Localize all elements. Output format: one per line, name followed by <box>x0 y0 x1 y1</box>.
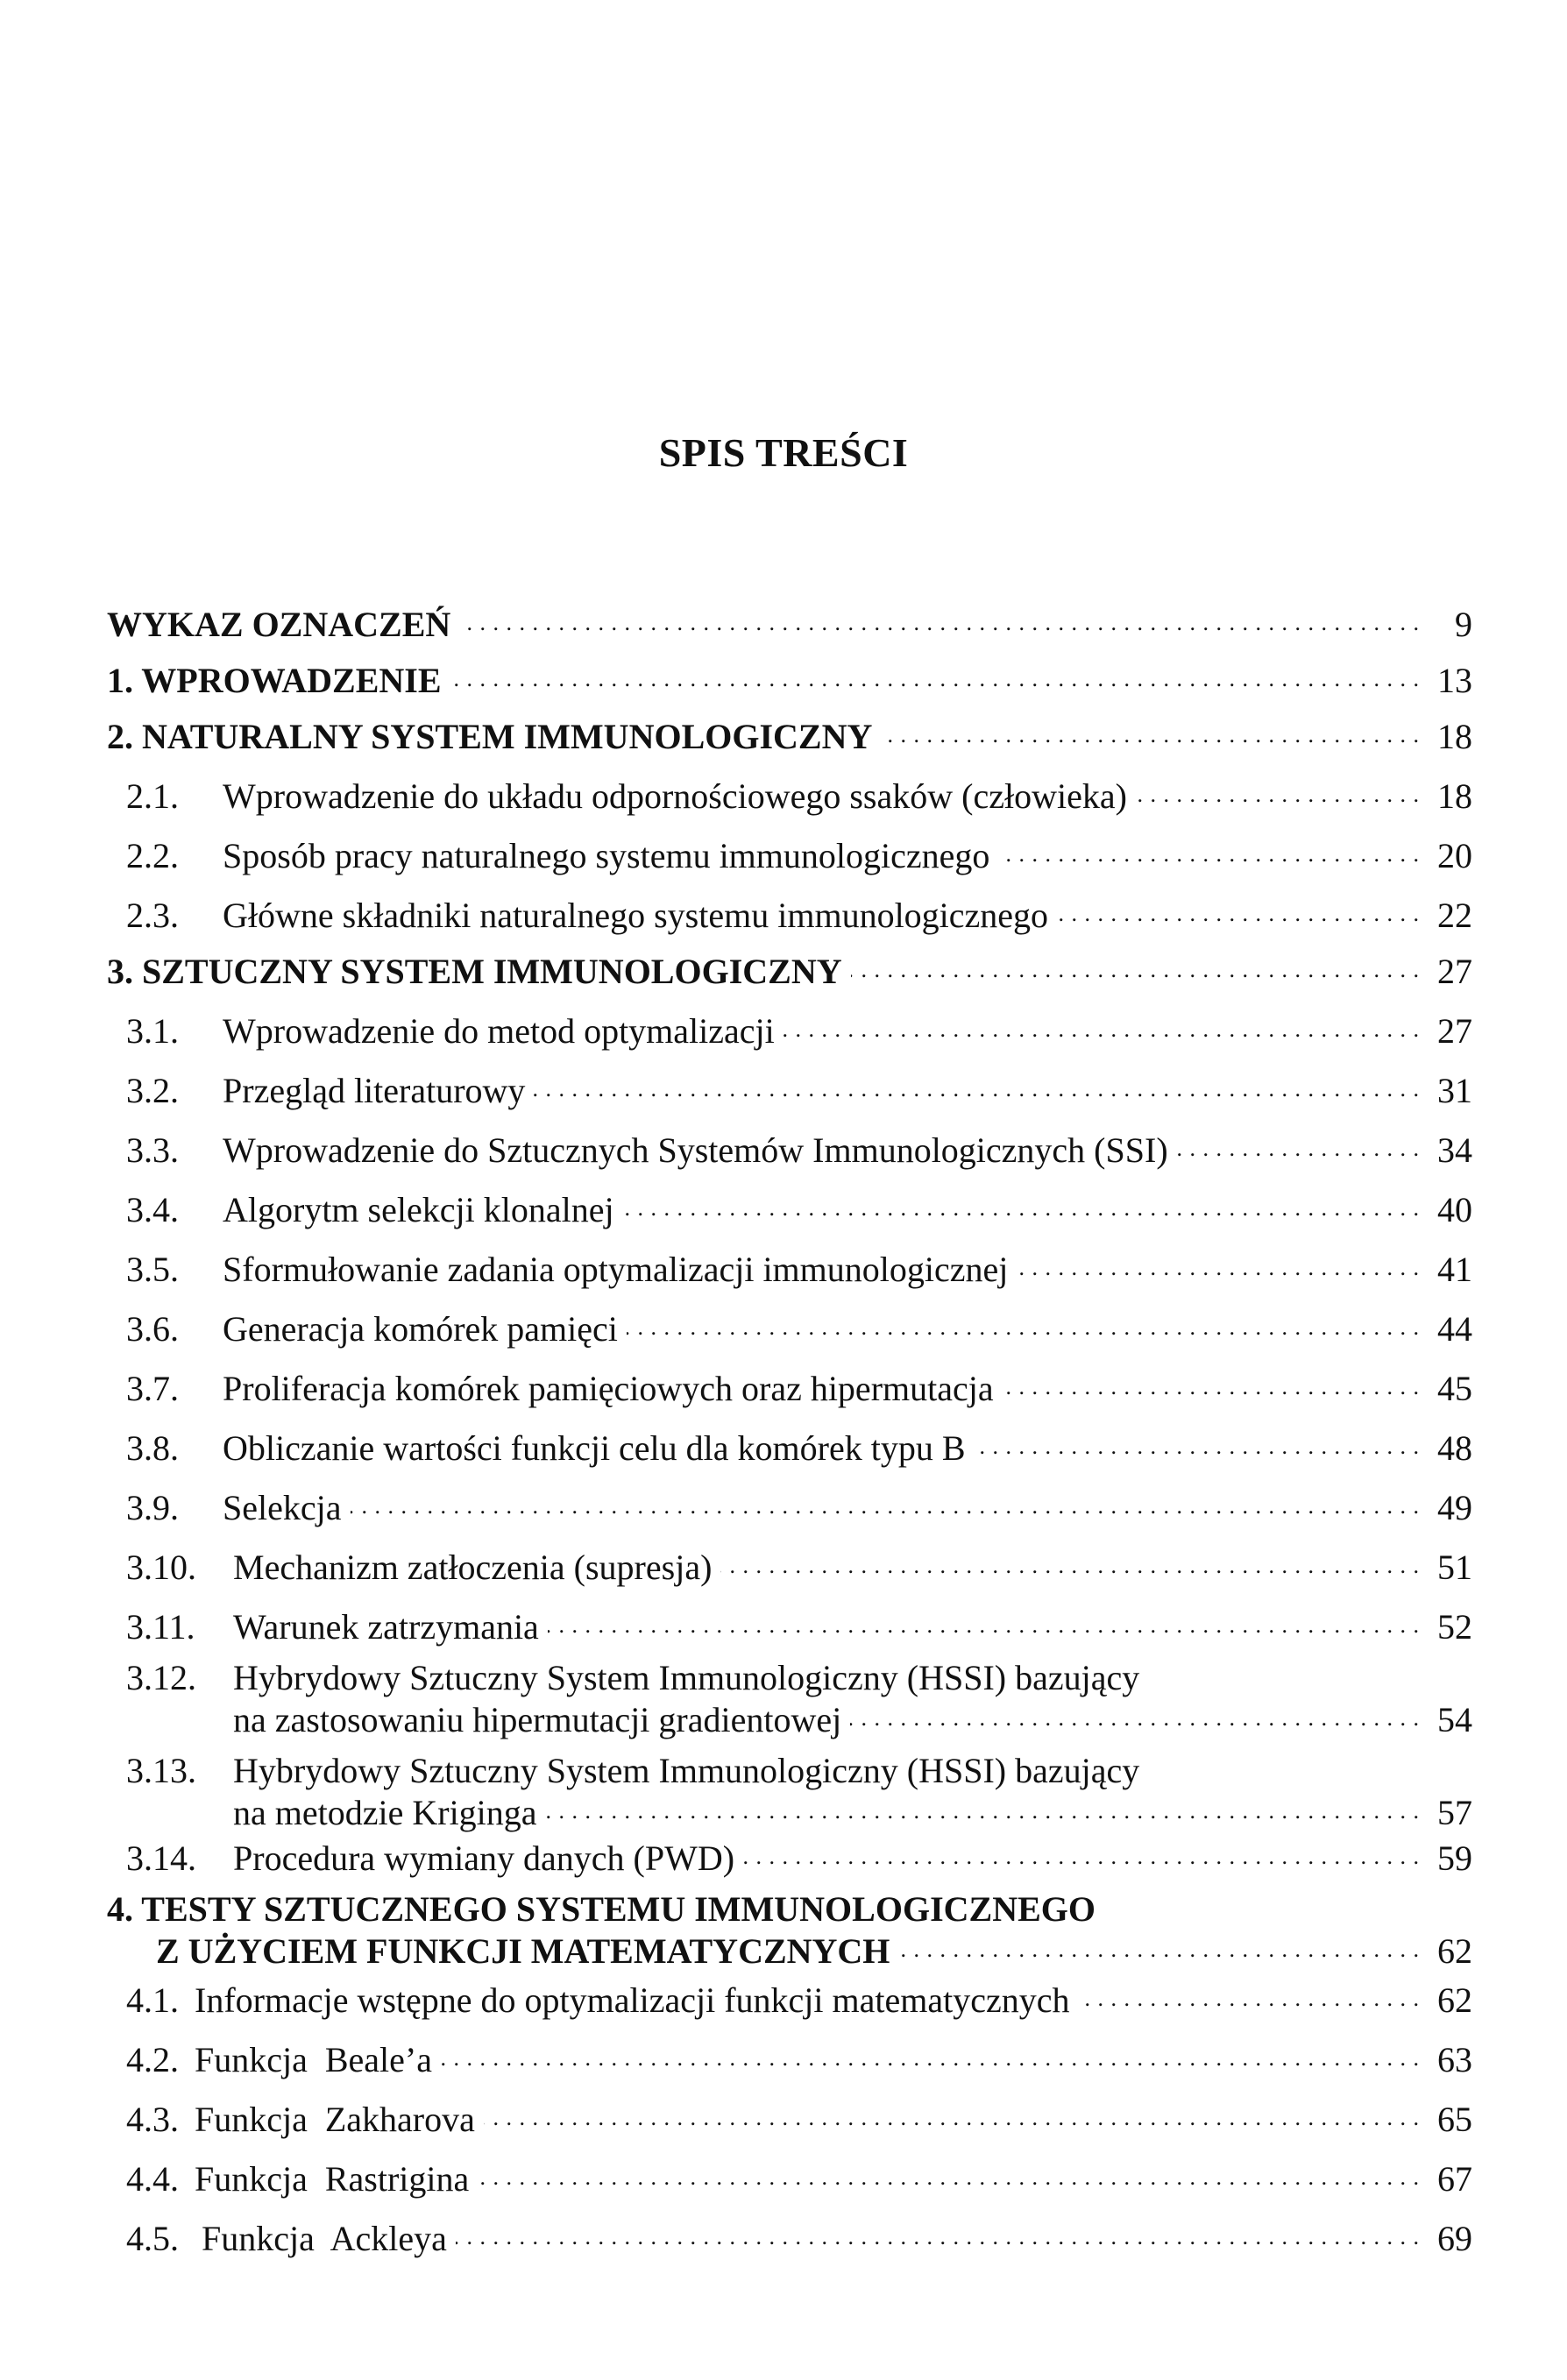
toc-page-number: 13 <box>1437 661 1472 700</box>
toc-entry-title: Wprowadzenie do Sztucznych Systemów Immunologicznych (SSI) <box>223 1130 1168 1170</box>
dot-leader <box>456 2215 1420 2250</box>
toc-entry-number: 3.13. <box>126 1751 196 1790</box>
toc-entry-title: Funkcja Beale’a <box>195 2040 432 2079</box>
toc-page-number: 49 <box>1437 1488 1472 1527</box>
dot-leader <box>1017 1246 1420 1281</box>
toc-entry-title: NATURALNY SYSTEM IMMUNOLOGICZNY <box>142 717 873 756</box>
toc-page-number: 44 <box>1437 1309 1472 1349</box>
toc-entry-3-3[interactable] <box>107 1111 1472 1171</box>
toc-entry-3-13[interactable] <box>107 1740 1472 1833</box>
toc-entry-4-4[interactable] <box>107 2140 1472 2199</box>
dot-leader <box>441 2036 1420 2072</box>
toc-entry-title: Wprowadzenie do układu odpornościowego ssaków (człowieka) <box>223 776 1127 816</box>
toc-entry-number: 3.9. <box>126 1488 179 1527</box>
toc-entry-number: 4.3. <box>126 2100 179 2139</box>
toc-entry-title: Informacje wstępne do optymalizacji funkcji matematycznych <box>195 1980 1070 2020</box>
dot-leader <box>850 1696 1420 1732</box>
toc-entry-3-7[interactable] <box>107 1349 1472 1409</box>
toc-entry-number: 3.3. <box>126 1130 179 1170</box>
toc-entry-4-3[interactable] <box>107 2080 1472 2140</box>
toc-page-number: 54 <box>1437 1700 1472 1739</box>
toc-entry-number: 4.2. <box>126 2040 179 2079</box>
toc-page-number: 27 <box>1437 1011 1472 1051</box>
toc-entry-3-1[interactable] <box>107 992 1472 1052</box>
toc-entry-number: 3.6. <box>126 1309 179 1349</box>
toc-entry-title: Wprowadzenie do metod optymalizacji <box>223 1011 775 1051</box>
toc-entry-3-14[interactable] <box>107 1833 1472 1879</box>
toc-entry-text: WYKAZ OZNACZEŃ <box>107 605 451 644</box>
toc-page-number: 63 <box>1437 2040 1472 2079</box>
dot-leader <box>459 601 1420 636</box>
toc-page-number: 57 <box>1437 1793 1472 1832</box>
dot-leader <box>881 713 1420 748</box>
toc-entry-title: Generacja komórek pamięci <box>223 1309 618 1349</box>
dot-leader <box>534 1067 1420 1102</box>
toc-entry-4[interactable] <box>107 1879 1472 1972</box>
toc-page-number: 48 <box>1437 1428 1472 1468</box>
toc-entry-number: 3.10. <box>126 1548 196 1587</box>
toc-entry-number: 4.4. <box>126 2159 179 2199</box>
toc-entry-title: Funkcja Rastrigina <box>195 2159 470 2199</box>
toc-page-number: 18 <box>1437 776 1472 816</box>
toc-entry-4-1[interactable] <box>107 1972 1472 2021</box>
dot-leader <box>1079 1977 1421 2012</box>
toc-entry-title: Przegląd literaturowy <box>223 1071 526 1110</box>
toc-entry-3-6[interactable] <box>107 1290 1472 1349</box>
toc-entry-number: 4.5. <box>126 2219 179 2258</box>
toc-entry-number: 2.2. <box>126 836 179 875</box>
toc-entry-title: Sposób pracy naturalnego systemu immunologicznego <box>223 836 990 875</box>
dot-leader <box>975 1425 1420 1460</box>
toc-page-number: 51 <box>1437 1548 1472 1587</box>
toc-entry-title: Algorytm selekcji klonalnej <box>223 1190 614 1229</box>
toc-page-number: 67 <box>1437 2159 1472 2199</box>
dot-leader <box>450 657 1420 692</box>
toc-entry-title-line1: Hybrydowy Sztuczny System Immunologiczny (HSSI) bazujący <box>233 1751 1140 1790</box>
toc-entry-3[interactable] <box>107 936 1472 992</box>
toc-entry-title-line2: na zastosowaniu hipermutacji gradientowej <box>233 1700 842 1739</box>
toc-entry-number: 3.12. <box>126 1658 196 1697</box>
toc-page-number: 22 <box>1437 896 1472 935</box>
toc-page-number: 9 <box>1455 605 1472 644</box>
toc-entry-title-line2: na metodzie Kriginga <box>233 1793 537 1832</box>
dot-leader <box>1003 1365 1420 1400</box>
toc-entry-title: Warunek zatrzymania <box>233 1607 539 1647</box>
toc-page-number: 45 <box>1437 1369 1472 1408</box>
toc-entry-number: 2.3. <box>126 896 179 935</box>
toc-entry-3-8[interactable] <box>107 1409 1472 1469</box>
toc-page-number: 62 <box>1437 1980 1472 2020</box>
toc-entry-number: 1. <box>107 661 133 700</box>
dot-leader <box>720 1544 1420 1579</box>
toc-entry-number: 3.11. <box>126 1607 195 1647</box>
toc-entry-title-line1: TESTY SZTUCZNEGO SYSTEMU IMMUNOLOGICZNEGO <box>141 1889 1095 1929</box>
toc-entry-number: 3.8. <box>126 1428 179 1468</box>
toc-entry-4-2[interactable] <box>107 2021 1472 2080</box>
toc-page-number: 69 <box>1437 2219 1472 2258</box>
toc-entry-4-5[interactable] <box>107 2199 1472 2259</box>
dot-leader <box>784 1008 1420 1043</box>
toc-entry-2-2[interactable] <box>107 817 1472 876</box>
dot-leader <box>1177 1127 1420 1162</box>
dot-leader <box>484 2096 1420 2131</box>
toc-page-number: 18 <box>1437 717 1472 756</box>
toc-entry-title: Funkcja Zakharova <box>195 2100 475 2139</box>
toc-entry-number: 3.14. <box>126 1838 196 1878</box>
toc-page-number: 27 <box>1437 952 1472 991</box>
toc-entry-number: 3. <box>107 952 133 991</box>
toc-entry-title-line1: Hybrydowy Sztuczny System Immunologiczny (HSSI) bazujący <box>233 1658 1140 1697</box>
toc-page-number: 62 <box>1437 1931 1472 1971</box>
toc-entry-title: Główne składniki naturalnego systemu immunologicznego <box>223 896 1049 935</box>
toc-entry-2[interactable] <box>107 701 1472 757</box>
dot-leader <box>898 1928 1420 1963</box>
dot-leader <box>851 948 1420 983</box>
toc-entry-3-5[interactable] <box>107 1230 1472 1290</box>
toc-entry-3-12[interactable] <box>107 1647 1472 1740</box>
toc-entry-text <box>107 716 872 757</box>
dot-leader <box>548 1604 1420 1639</box>
toc-page-number: 20 <box>1437 836 1472 875</box>
toc-entry-number: 2.1. <box>126 776 179 816</box>
toc-entry-number: 4. <box>107 1889 133 1929</box>
toc-entry-text <box>107 660 442 701</box>
toc-entry-title: Selekcja <box>223 1488 342 1527</box>
toc-entry-title: WPROWADZENIE <box>141 661 442 700</box>
dot-leader <box>351 1484 1421 1519</box>
toc-entry-3-9[interactable] <box>107 1469 1472 1528</box>
toc-entry-title: Obliczanie wartości funkcji celu dla komórek typu B <box>223 1428 966 1468</box>
toc-page-number: 41 <box>1437 1250 1472 1289</box>
toc-entry-number: 3.1. <box>126 1011 179 1051</box>
toc-entry-text <box>107 951 842 992</box>
dot-leader <box>546 1789 1420 1824</box>
toc-page-number: 34 <box>1437 1130 1472 1170</box>
toc-entry-number: 3.2. <box>126 1071 179 1110</box>
toc-entry-number: 3.7. <box>126 1369 179 1408</box>
toc-entry-title: Mechanizm zatłoczenia (supresja) <box>233 1548 713 1587</box>
page-title: SPIS TREŚCI <box>658 430 909 475</box>
toc-entry-2-1[interactable] <box>107 757 1472 817</box>
toc-entry-wykaz[interactable] <box>107 589 1472 645</box>
toc-page-number: 52 <box>1437 1607 1472 1647</box>
toc-entry-text <box>107 1888 1095 1930</box>
dot-leader <box>743 1835 1420 1870</box>
toc-page-number: 31 <box>1437 1071 1472 1110</box>
toc-page-number: 40 <box>1437 1190 1472 1229</box>
dot-leader <box>1136 773 1420 808</box>
toc-entry-number: 4.1. <box>126 1980 179 2020</box>
toc-page-number: 59 <box>1437 1838 1472 1878</box>
dot-leader <box>998 832 1420 868</box>
toc-entry-number: 2. <box>107 717 133 756</box>
toc-entry-title: SZTUCZNY SYSTEM IMMUNOLOGICZNY <box>142 952 842 991</box>
dot-leader <box>1057 892 1420 927</box>
toc-entry-number: 3.5. <box>126 1250 179 1289</box>
toc-entry-1[interactable] <box>107 645 1472 701</box>
toc-entry-title: Sformułowanie zadania optymalizacji immunologicznej <box>223 1250 1009 1289</box>
toc-entry-3-11[interactable] <box>107 1588 1472 1647</box>
toc-entry-title-line2: Z UŻYCIEM FUNKCJI MATEMATYCZNYCH <box>156 1931 890 1971</box>
toc-entry-title: Procedura wymiany danych (PWD) <box>233 1838 735 1878</box>
toc-entry-title: Funkcja Ackleya <box>202 2219 447 2258</box>
toc-entry-3-10[interactable] <box>107 1528 1472 1588</box>
toc-entry-title: Proliferacja komórek pamięciowych oraz hipermutacja <box>223 1369 994 1408</box>
toc-entry-3-2[interactable] <box>107 1052 1472 1111</box>
toc-entry-3-4[interactable] <box>107 1171 1472 1230</box>
dot-leader <box>627 1306 1420 1341</box>
toc-page-number: 65 <box>1437 2100 1472 2139</box>
toc-entry-number: 3.4. <box>126 1190 179 1229</box>
dot-leader <box>478 2156 1420 2191</box>
table-of-contents <box>107 589 1472 2259</box>
toc-entry-2-3[interactable] <box>107 876 1472 936</box>
dot-leader <box>623 1186 1420 1222</box>
